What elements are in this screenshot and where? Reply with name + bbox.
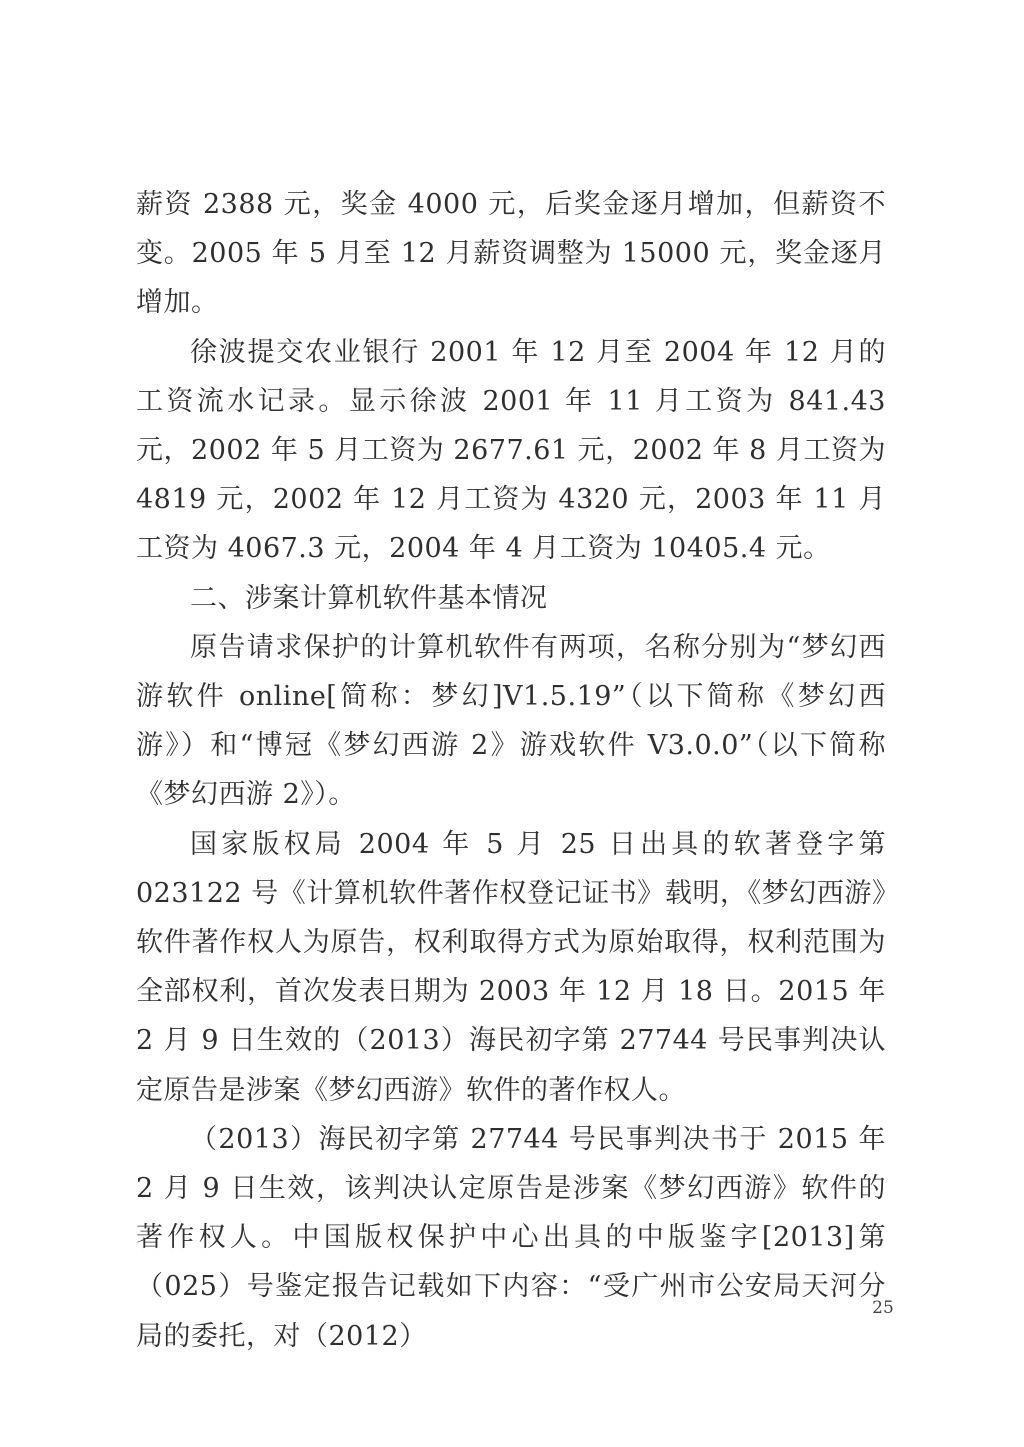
page-number: 25 — [872, 1298, 894, 1318]
document-body — [136, 180, 886, 1361]
paragraph-software-names: 原告请求保护的计算机软件有两项，名称分别为“梦幻西游软件 online[简称：梦幻]V1.5.19”（以下简称《梦幻西游》）和“博冠《梦幻西游 2》游戏软件 V3.0.0”（以下简称《梦幻西游 2》）。 — [136, 631, 886, 811]
paragraph-salary-continuation: 薪资 2388 元，奖金 4000 元，后奖金逐月增加，但薪资不变。2005 年 5 月至 12 月薪资调整为 15000 元，奖金逐月增加。 — [136, 189, 886, 319]
paragraph-judgment-appraisal: （2013）海民初字第 27744 号民事判决书于 2015 年 2 月 9 日生效，该判决认定原告是涉案《梦幻西游》软件的著作权人。中国版权保护中心出具的中版鉴字[2013]第（025）号鉴定报告记载如下内容：“受广州市公安局天河分局的委托，对（2012） — [136, 1123, 886, 1352]
paragraph-copyright-registration: 国家版权局 2004 年 5 月 25 日出具的软著登字第 023122 号《计算机软件著作权登记证书》载明，《梦幻西游》软件著作权人为原告，权利取得方式为原始取得，权利范围为全部权利，首次发表日期为 2003 年 12 月 18 日。2015 年 2 月 9 日生效的（2013）海民初字第 27744 号民事判决认定原告是涉案《梦幻西游》软件的著作权人。 — [136, 828, 886, 1106]
paragraph-bank-records: 徐波提交农业银行 2001 年 12 月至 2004 年 12 月的工资流水记录。显示徐波 2001 年 11 月工资为 841.43 元，2002 年 5 月工资为 2677.61 元，2002 年 8 月工资为 4819 元，2002 年 12 月工资为 4320 元，2003 年 11 月工资为 4067.3 元，2004 年 4 月工资为 10405.4 元。 — [136, 336, 886, 565]
section-heading-software: 二、涉案计算机软件基本情况 — [190, 582, 548, 614]
